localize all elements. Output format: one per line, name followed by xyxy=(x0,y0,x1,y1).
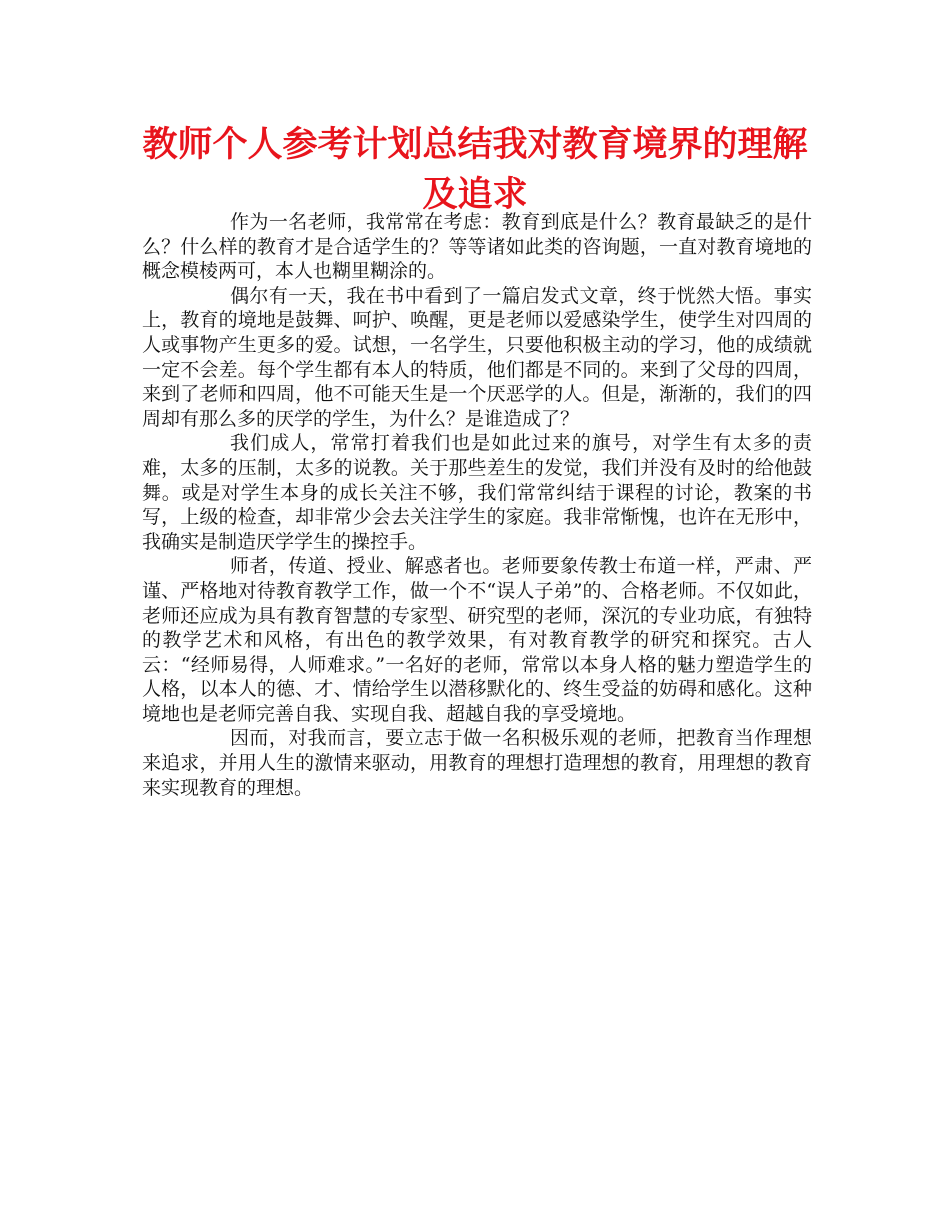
document-title: 教师个人参考计划总结我对教育境界的理解及追求 xyxy=(142,125,808,215)
paragraph: 我们成人，常常打着我们也是如此过来的旗号，对学生有太多的责难，太多的压制，太多的说教。关于那些差生的发觉，我们并没有及时的给他鼓舞。或是对学生本身的成长关注不够，我们常常纠结于课程的讨论，教案的书写，上级的检查，却非常少会去关注学生的家庭。我非常惭愧，也许在无形中，我确实是制造厌学学生的操控手。 xyxy=(142,432,812,553)
paragraph: 师者，传道、授业、解惑者也。老师要象传教士布道一样，严肃、严谨、严格地对待教育教学工作，做一个不“误人子弟”的、合格老师。不仅如此，老师还应成为具有教育智慧的专家型、研究型的老师，深沉的专业功底，有独特的教学艺术和风格，有出色的教学效果，有对教育教学的研究和探究。古人云：“经师易得，人师难求。”一名好的老师，常常以本身人格的魅力塑造学生的人格，以本人的德、才、情给学生以潜移默化的、终生受益的妨碍和感化。这种境地也是老师完善自我、实现自我、超越自我的享受境地。 xyxy=(142,555,812,725)
paragraph: 作为一名老师，我常常在考虑：教育到底是什么？教育最缺乏的是什么？什么样的教育才是合适学生的？等等诸如此类的咨询题，一直对教育境地的概念模棱两可，本人也糊里糊涂的。 xyxy=(142,211,812,283)
paragraph: 因而，对我而言，要立志于做一名积极乐观的老师，把教育当作理想来追求，并用人生的激情来驱动，用教育的理想打造理想的教育，用理想的教育来实现教育的理想。 xyxy=(142,727,812,799)
document-body xyxy=(142,210,812,800)
paragraph: 偶尔有一天，我在书中看到了一篇启发式文章，终于恍然大悟。事实上，教育的境地是鼓舞、呵护、唤醒，更是老师以爱感染学生，使学生对四周的人或事物产生更多的爱。试想，一名学生，只要他积极主动的学习，他的成绩就一定不会差。每个学生都有本人的特质，他们都是不同的。来到了父母的四周，来到了老师和四周，他不可能天生是一个厌恶学的人。但是，渐渐的，我们的四周却有那么多的厌学的学生，为什么？是谁造成了？ xyxy=(142,284,812,430)
